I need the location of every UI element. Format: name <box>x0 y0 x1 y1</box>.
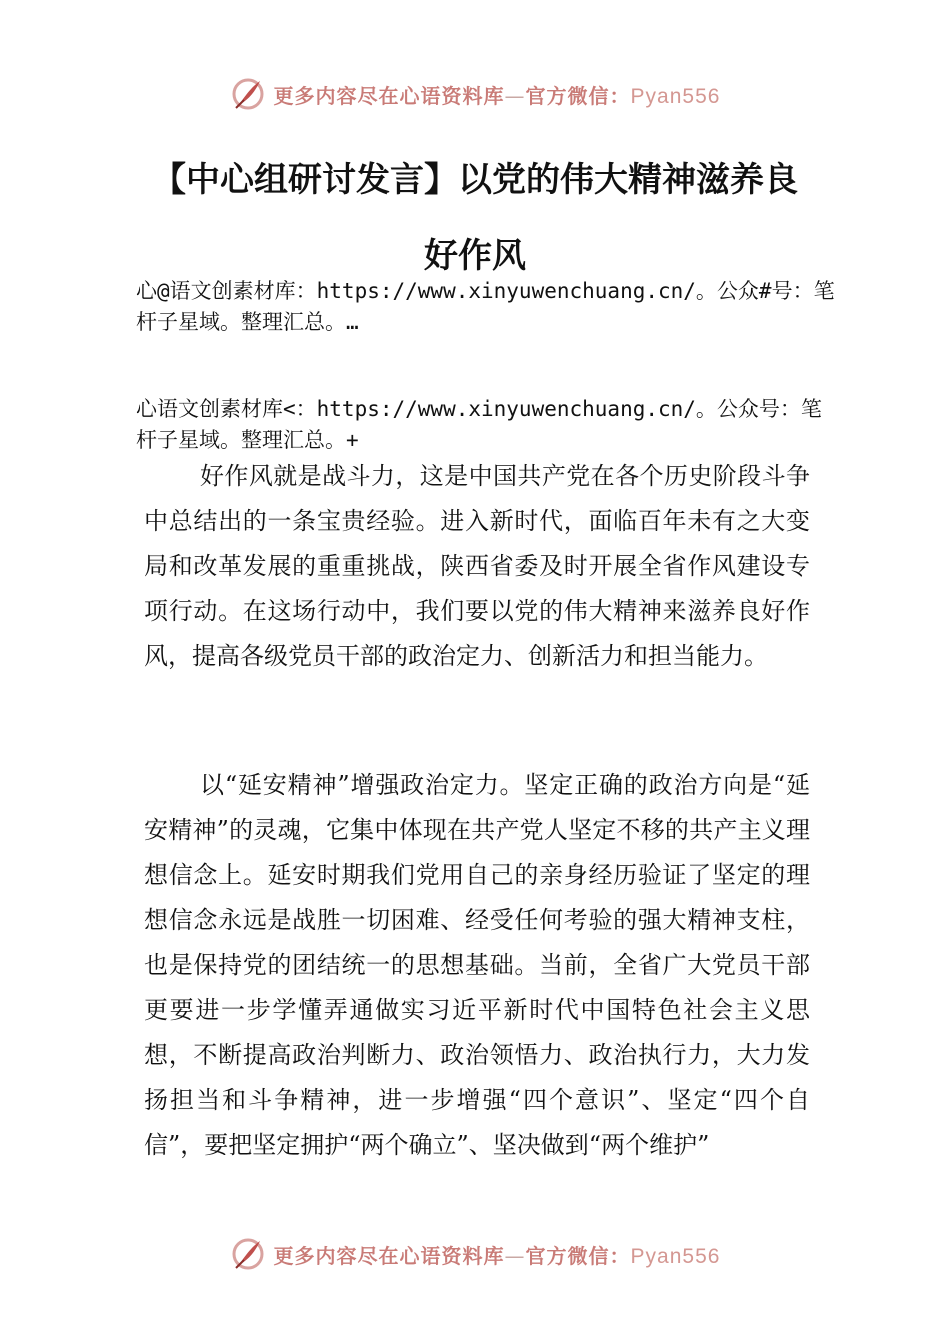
banner-main-text: 更多内容尽在心语资料库 <box>273 83 505 108</box>
body-paragraph-1: 好作风就是战斗力，这是中国共产党在各个历史阶段斗争中总结出的一条宝贵经验。进入新时代，面临百年未有之大变局和改革发展的重重挑战，陕西省委及时开展全省作风建设专项行动。在这场行动中，我们要以党的伟大精神来滋养良好作风，提高各级党员干部的政治定力、创新活力和担当能力。 <box>144 462 810 670</box>
source-note-2: 心语文创素材库<：https://www.xinyuwenchuang.cn/。公众号：笔杆子星域。整理汇总。+ <box>136 397 822 452</box>
source-note-1: 心@语文创素材库：https://www.xinyuwenchuang.cn/。公众#号：笔杆子星域。整理汇总。… <box>136 279 835 334</box>
banner-wechat-id: Pyan556 <box>630 1244 721 1268</box>
banner-wechat-id: Pyan556 <box>630 84 721 108</box>
banner-separator: — <box>504 1243 526 1268</box>
header-watermark-banner <box>0 72 950 116</box>
banner-main-text: 更多内容尽在心语资料库 <box>273 1243 505 1268</box>
document-title-line-2: 好作风 <box>424 236 526 276</box>
banner-text <box>274 1240 721 1269</box>
banner-text <box>274 80 721 109</box>
document-title-line-1: 【中心组研讨发言】以党的伟大精神滋养良 <box>152 160 798 200</box>
footer-watermark-banner <box>0 1232 950 1276</box>
banner-wechat-label: 官方微信： <box>525 83 631 108</box>
banner-wechat-label: 官方微信： <box>525 1243 631 1268</box>
banner-separator: — <box>504 83 526 108</box>
feather-pen-logo-icon <box>230 76 266 112</box>
body-paragraph-2: 以“延安精神”增强政治定力。坚定正确的政治方向是“延安精神”的灵魂，它集中体现在共产党人坚定不移的共产主义理想信念上。延安时期我们党用自己的亲身经历验证了坚定的理想信念永远是战胜一切困难、经受任何考验的强大精神支柱，也是保持党的团结统一的思想基础。当前，全省广大党员干部更要进一步学懂弄通做实习近平新时代中国特色社会主义思想，不断提高政治判断力、政治领悟力、政治执行力，大力发扬担当和斗争精神，进一步增强“四个意识”、坚定“四个自信”，要把坚定拥护“两个确立”、坚决做到“两个维护” <box>144 771 810 1159</box>
feather-pen-logo-icon <box>230 1236 266 1272</box>
